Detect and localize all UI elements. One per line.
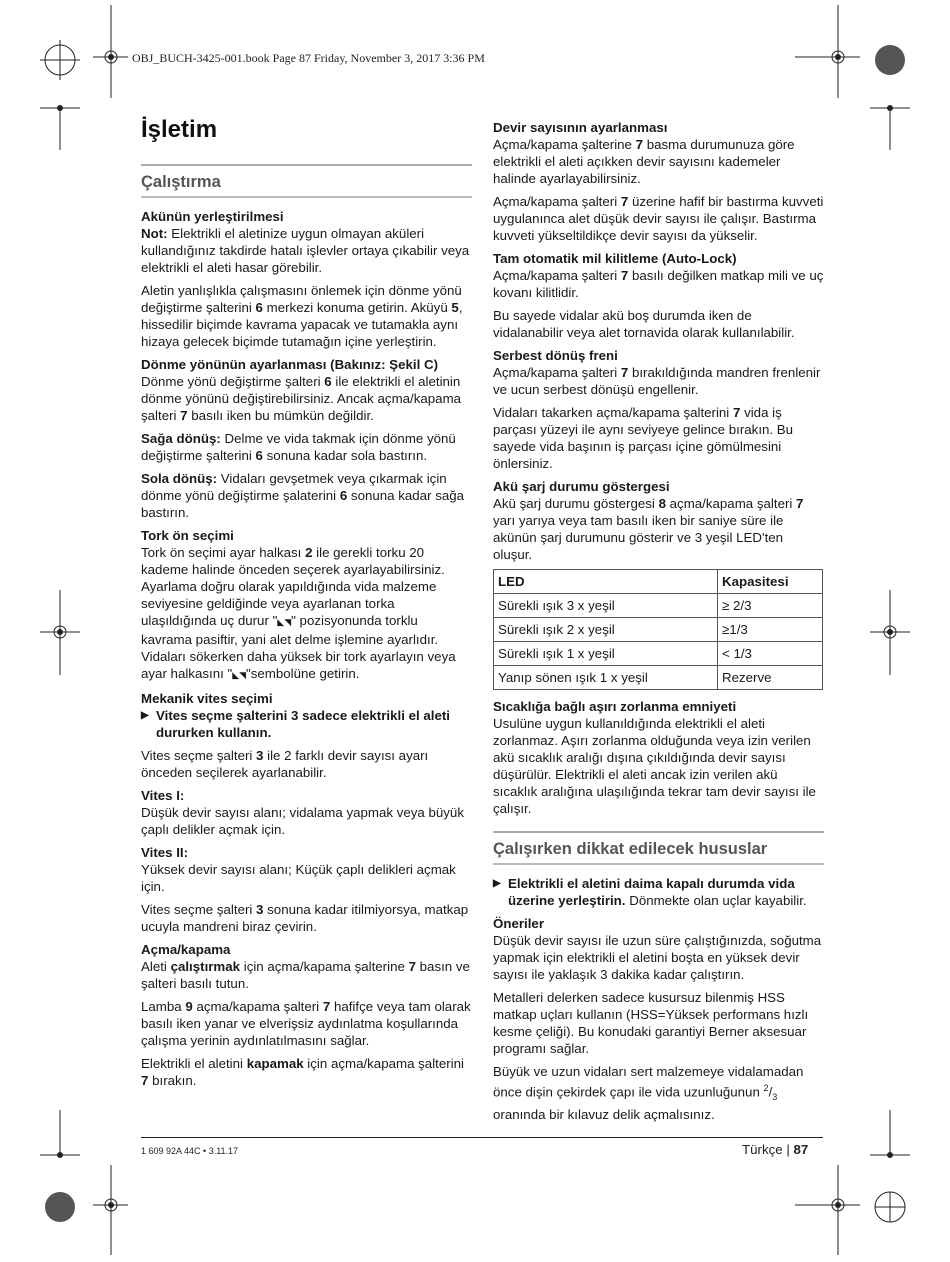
paragraph-torque: Tork ön seçimi ayar halkası 2 ile gerekli torku 20 kademe halinde önceden seçerek ayarlayabilirsiniz. Ayarlama doğru olarak yapıldığında vida malzeme seviyesine geldiğinde veya ayarlanan torka ulaşıldığında uç durur "◣◥" pozisyonunda torklu kavrama pasiftir, yani alet delme işlemine ayarlıdır. Vidaları sökerken daha yüksek bir tork ayarlayın veya ayar halkasını "◣◥"sembolüne getirin. bbox=[141, 545, 456, 681]
paragraph-left-rotation: Sola dönüş: Vidaları gevşetmek veya çıkarmak için dönme yönü değiştirme şalaterini 6 sonuna kadar sağa bastırın. bbox=[141, 471, 465, 520]
footer-code: 1 609 92A 44C • 3.11.17 bbox=[141, 1146, 239, 1156]
table-cell-led: Sürekli ışık 3 x yeşil bbox=[494, 594, 718, 618]
triangle-bullet-icon: ▶ bbox=[493, 878, 501, 889]
heading-gear: Mekanik vites seçimi bbox=[141, 691, 273, 706]
table-cell-led: Sürekli ışık 2 x yeşil bbox=[494, 618, 718, 642]
footer-separator: | bbox=[786, 1142, 790, 1157]
section-heading-working-advice: Çalışırken dikkat edilecek hususlar bbox=[493, 831, 824, 865]
heading-brake: Serbest dönüş freni bbox=[493, 348, 618, 363]
paragraph-lamp: Lamba 9 açma/kapama şalteri 7 hafifçe veya tam olarak basılı iken yanar ve elverişsiz aydınlatma koşullarında çalışma yerinin aydınlatılmasını sağlar. bbox=[141, 999, 471, 1048]
table-cell-capacity: < 1/3 bbox=[718, 642, 823, 666]
table-row bbox=[494, 618, 823, 642]
paragraph-on: Aleti çalıştırmak için açma/kapama şalterine 7 basın ve şalteri basılı tutun. bbox=[141, 959, 470, 991]
heading-overload: Sıcaklığa bağlı aşırı zorlanma emniyeti bbox=[493, 699, 737, 714]
paragraph-off: Elektrikli el aletini kapamak için açma/kapama şalterini 7 bırakın. bbox=[141, 1056, 464, 1088]
heading-recommendations: Öneriler bbox=[493, 916, 544, 931]
paragraph-gear-1: Düşük devir sayısı alanı; vidalama yapmak veya büyük çaplı delikler açmak için. bbox=[141, 805, 464, 837]
heading-gear-1: Vites I: bbox=[141, 788, 185, 803]
heading-on-off: Açma/kapama bbox=[141, 942, 231, 957]
page-title: İşletim bbox=[141, 116, 218, 143]
heading-gear-2: Vites II: bbox=[141, 845, 189, 860]
table-cell-capacity: ≥1/3 bbox=[718, 618, 823, 642]
paragraph-battery: Aletin yanlışlıkla çalışmasını önlemek için dönme yönü değiştirme şalterini 6 merkezi konuma getirin. Aküyü 5, hissedilir biçimde kavrama yapacak ve tutamakla aynı hizaya gelecek biçimde tutamağın içine yerleştirin. bbox=[141, 283, 463, 349]
table-row bbox=[494, 666, 823, 690]
paragraph-gear-3: Vites seçme şalteri 3 sonuna kadar itilmiyorsya, matkap ucuyla mandreni biraz çevirin. bbox=[141, 902, 469, 934]
led-capacity-table bbox=[493, 569, 823, 690]
paragraph-speed-2: Açma/kapama şalteri 7 üzerine hafif bir bastırma kuvveti uygulanınca alet düşük devir sayısı ile çalışır. Bastırma kuvveti yükseltildikçe devir sayısı da yükselir. bbox=[493, 194, 824, 243]
footer-rule bbox=[141, 1137, 823, 1138]
table-cell-capacity: Rezerve bbox=[718, 666, 823, 690]
heading-auto-lock: Tam otomatik mil kilitleme (Auto-Lock) bbox=[493, 251, 737, 266]
paragraph-speed-1: Açma/kapama şalterine 7 basma durumunuza göre elektrikli el aleti açıkken devir sayısını kademeler halinde ayarlayabilirsiniz. bbox=[493, 137, 795, 186]
table-row bbox=[494, 642, 823, 666]
table-header-led: LED bbox=[494, 570, 718, 594]
paragraph-charge: Akü şarj durumu göstergesi 8 açma/kapama şalteri 7 yarı yarıya veya tam basılı iken bir saniye süre ile akünün şarj durumunu gösterir ve 3 yeşil LED'ten oluşur. bbox=[493, 496, 804, 562]
warning-bullet-gear: ▶ Vites seçme şalterini 3 sadece elektrikli el aleti dururken kullanın. bbox=[141, 708, 450, 740]
paragraph-right-rotation: Sağa dönüş: Delme ve vida takmak için dönme yönü değiştirme şalterini 6 sonuna kadar sola bastırın. bbox=[141, 431, 456, 463]
paragraph-auto-lock-2: Bu sayede vidalar akü boş durumda iken de vidalanabilir veya alet tornavida olarak kullanılabilir. bbox=[493, 308, 795, 340]
left-column bbox=[141, 164, 472, 1095]
table-cell-led: Yanıp sönen ışık 1 x yeşil bbox=[494, 666, 718, 690]
table-cell-capacity: ≥ 2/3 bbox=[718, 594, 823, 618]
heading-battery-insert: Akünün yerleştirilmesi bbox=[141, 209, 284, 224]
page-number: 87 bbox=[793, 1142, 809, 1157]
paragraph-rotation: Dönme yönü değiştirme şalteri 6 ile elektrikli el aletinin dönme yönünü değiştirebilirsiniz. Ancak açma/kapama şalteri 7 basılı iken bu mümkün değildir. bbox=[141, 374, 462, 423]
heading-torque: Tork ön seçimi bbox=[141, 528, 234, 543]
table-header-row bbox=[494, 570, 823, 594]
footer-language: Türkçe bbox=[742, 1142, 783, 1157]
right-column bbox=[493, 119, 824, 1129]
print-header: OBJ_BUCH-3425-001.book Page 87 Friday, November 3, 2017 3:36 PM bbox=[132, 51, 485, 65]
paragraph-auto-lock-1: Açma/kapama şalteri 7 basılı değilken matkap mili ve uç kovanı kilitlidir. bbox=[493, 268, 824, 300]
paragraph-brake-2: Vidaları takarken açma/kapama şalterini 7 vida iş parçası yüzeyi ile aynı seviyeye gelince bırakın. Bu sayede vida başının iş parçası içine gömülmesini önlersiniz. bbox=[493, 405, 794, 471]
paragraph-recommendation-2: Metalleri delerken sadece kusursuz bilenmiş HSS matkap uçları kullanın (HSS=Yüksek performans hızlı kesme çeliği). Bu konudaki garantiyi Berner aksesuar programı sağlar. bbox=[493, 990, 809, 1056]
warning-bullet-place: ▶ Elektrikli el aletini daima kapalı durumda vida üzerine yerleştirin. Dönmekte olan uçlar kayabilir. bbox=[493, 876, 807, 908]
heading-charge-indicator: Akü şarj durumu göstergesi bbox=[493, 479, 670, 494]
triangle-bullet-icon: ▶ bbox=[141, 710, 149, 721]
drill-symbol-icon: ◣◥ bbox=[232, 670, 247, 680]
paragraph-gear: Vites seçme şalteri 3 ile 2 farklı devir sayısı ayarı önceden seçilerek ayarlanabilir. bbox=[141, 748, 429, 780]
paragraph-recommendation-3: Büyük ve uzun vidaları sert malzemeye vidalamadan önce dişin çekirdek çapı ile vida uzunluğunun $^2/_3$ oranında bir kılavuz delik açmalısınız. bbox=[493, 1064, 804, 1123]
paragraph-brake-1: Açma/kapama şalteri 7 bırakıldığında mandren frenlenir ve ucun serbest dönüşü engellenir. bbox=[493, 365, 821, 397]
paragraph-overload: Usulüne uygun kullanıldığında elektrikli el aleti zorlanmaz. Aşırı zorlanma olduğunda veya izin verilen akü sıcaklık aralığı dışına çıkıldığında devir sayısı düşürülür. Elektrikli el aleti ancak izin verilen akü sıcaklık aralığına ulaşılığında tekrar tam devir sayısı ile çalışır. bbox=[493, 716, 816, 816]
paragraph-recommendation-1: Düşük devir sayısı ile uzun süre çalıştığınızda, soğutma yapmak için elektrikli el aletini boşta en yüksek devir sayısı ile yaklaşık 3 dakika kadar çalıştırın. bbox=[493, 933, 822, 982]
table-header-capacity: Kapasitesi bbox=[718, 570, 823, 594]
heading-rotation: Dönme yönünün ayarlanması (Bakınız: Şekil C) bbox=[141, 357, 439, 372]
footer-page bbox=[742, 1142, 808, 1157]
section-heading-operation: Çalıştırma bbox=[141, 164, 472, 198]
heading-speed: Devir sayısının ayarlanması bbox=[493, 120, 668, 135]
table-cell-led: Sürekli ışık 1 x yeşil bbox=[494, 642, 718, 666]
table-row bbox=[494, 594, 823, 618]
paragraph-note: Not: Elektrikli el aletinize uygun olmayan aküleri kullandığınız takdirde hatalı işlevler ortaya çıkabilir veya elektrikli el aleti hasar görebilir. bbox=[141, 226, 470, 275]
paragraph-gear-2: Yüksek devir sayısı alanı; Küçük çaplı delikleri açmak için. bbox=[141, 862, 456, 894]
drill-symbol-icon: ◣◥ bbox=[277, 617, 292, 627]
